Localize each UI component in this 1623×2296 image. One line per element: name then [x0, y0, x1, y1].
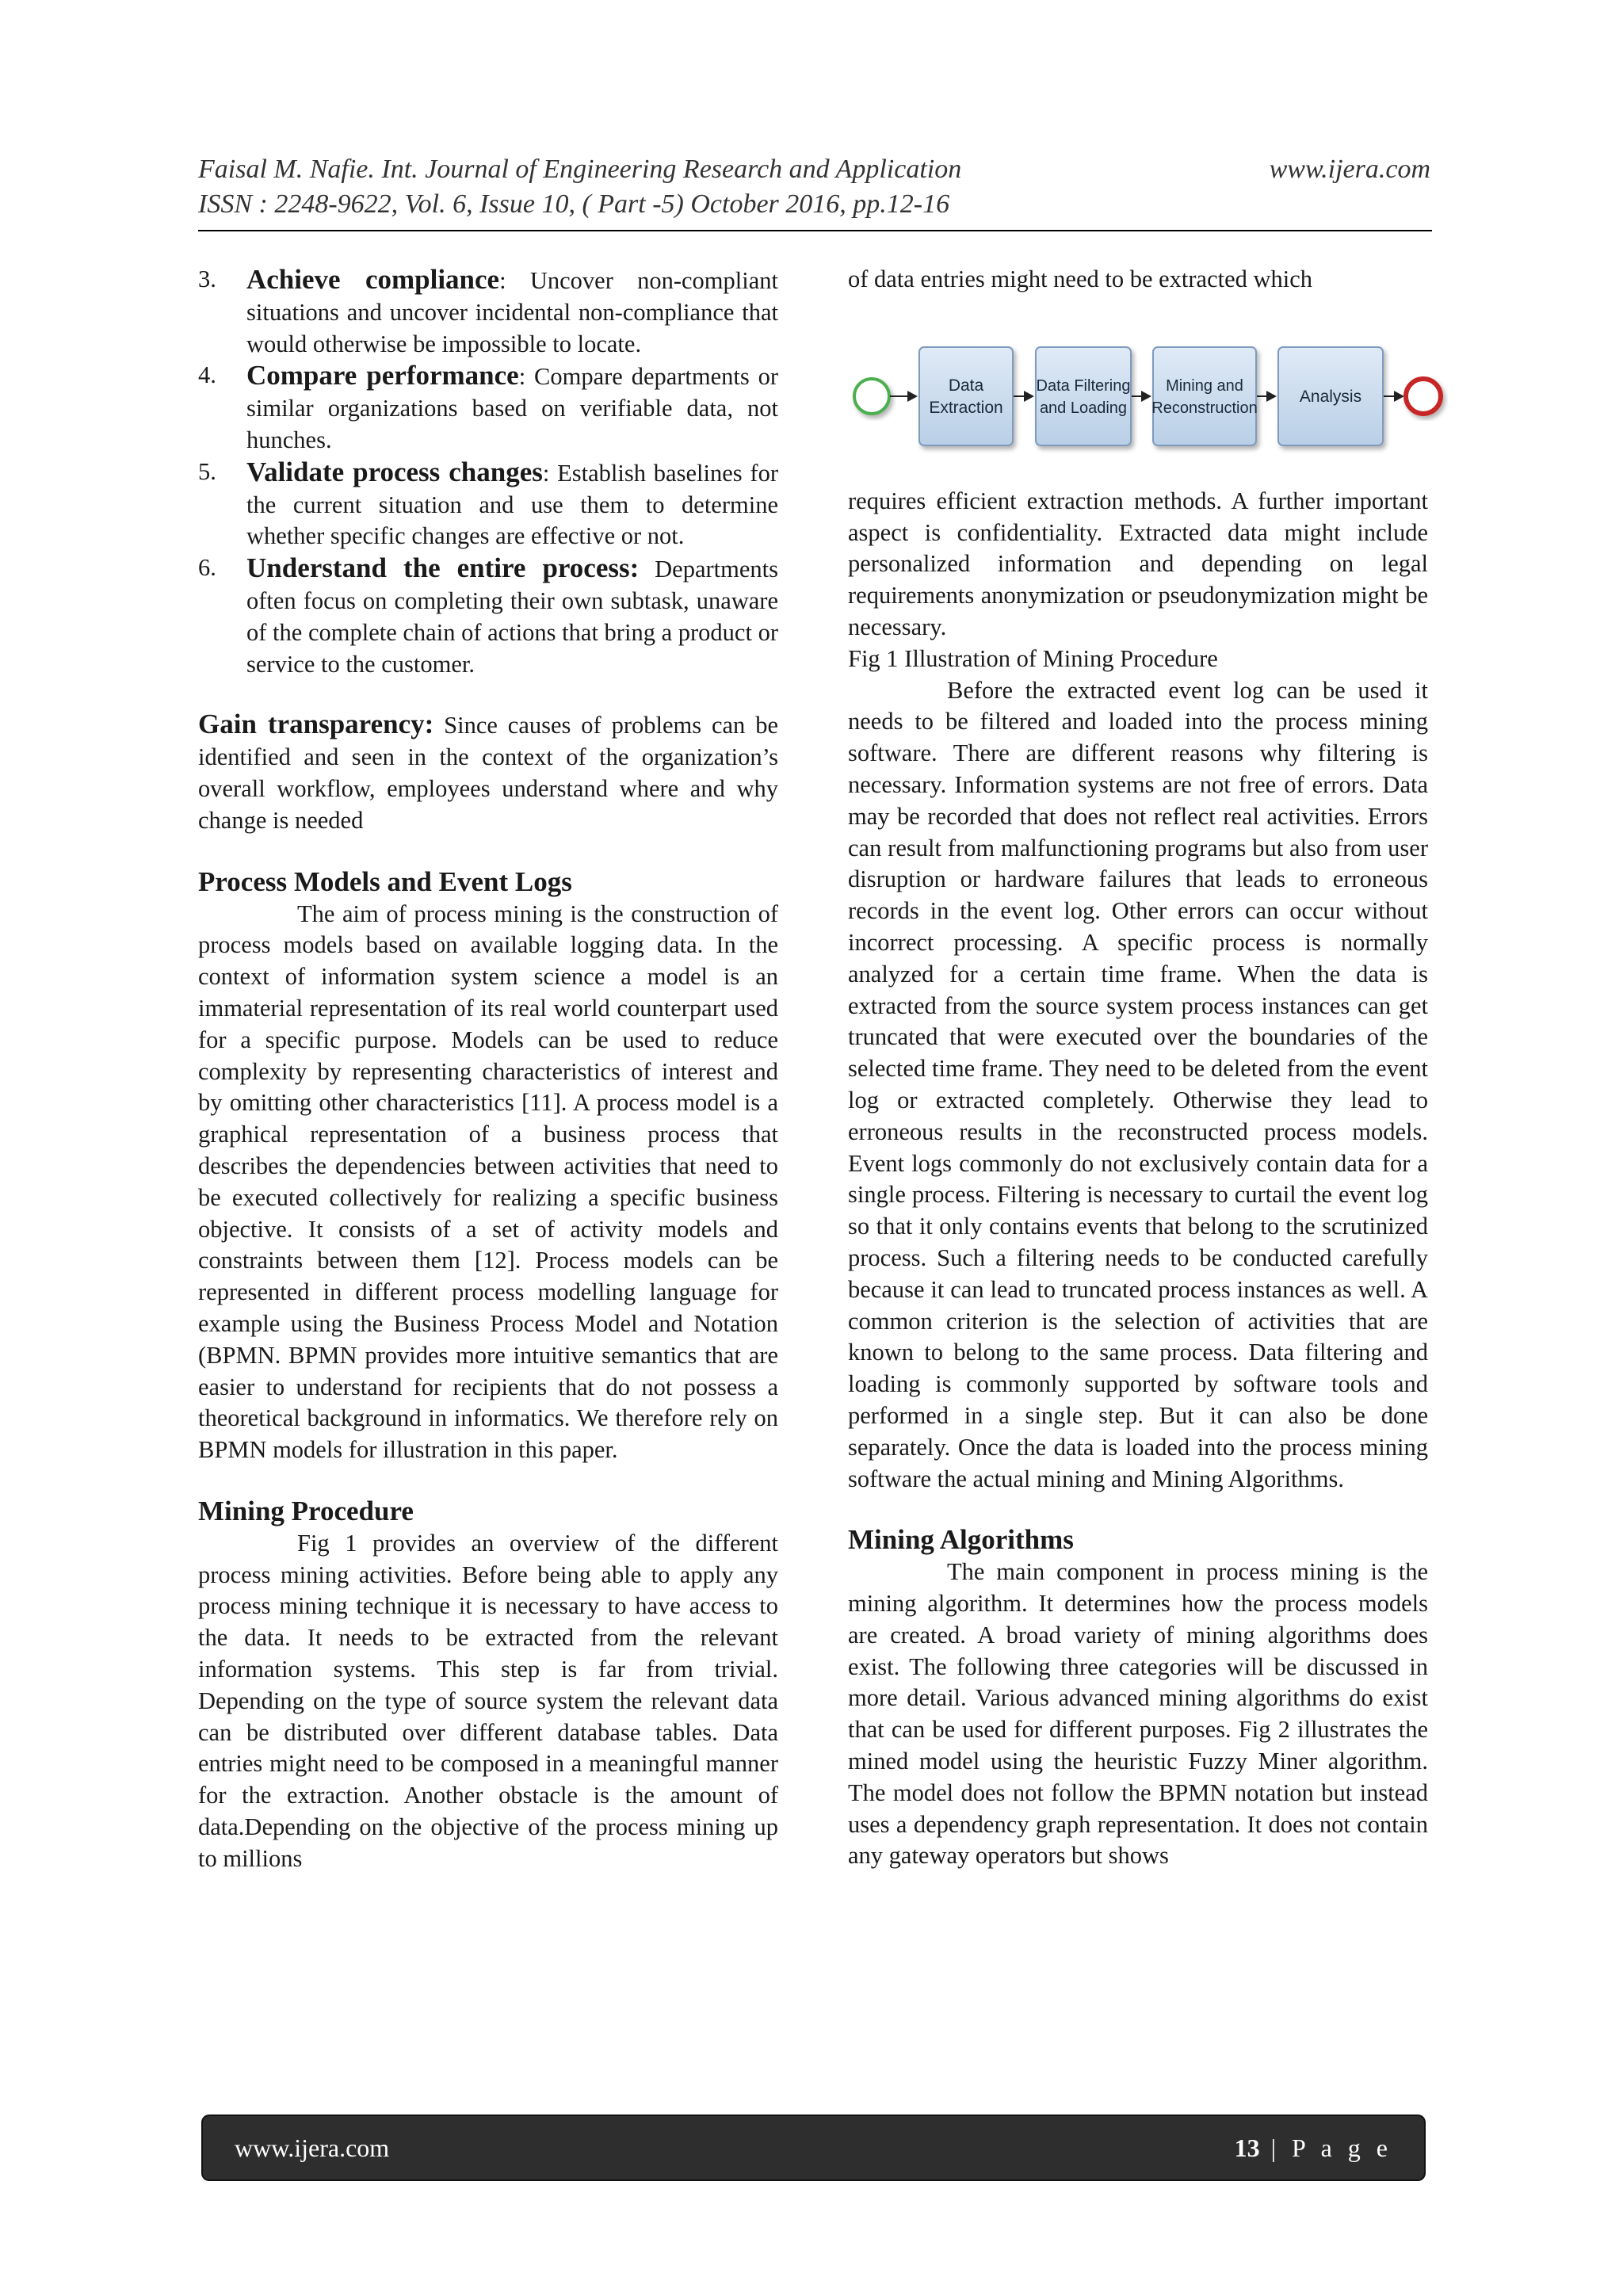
list-item-text: Uncover non-compliant situations and uncover incidental non-compliance that would otherwise be impossible to locate.: [246, 267, 778, 357]
transparency-paragraph: Gain transparency: Since causes of problems can be identified and seen in the context of the organization’s overall workflow, employees understand where and why change is needed: [198, 709, 778, 834]
svg-text:Data: Data: [948, 376, 984, 395]
left-column: [198, 264, 778, 1875]
page-footer: [203, 2116, 1424, 2179]
list-item: 4. Compare performance: Compare departments or similar organizations based on verifiable data, not hunches.: [198, 360, 778, 453]
header-divider: [198, 230, 1432, 231]
section-heading-algorithms: Mining Algorithms: [848, 1524, 1074, 1556]
svg-text:Mining and: Mining and: [1166, 376, 1243, 395]
activity-box-analysis: [1278, 347, 1383, 445]
list-item: 3. Achieve compliance: Uncover non-compliant situations and uncover incidental non-compliance that would otherwise be impossible to locate.: [198, 264, 778, 357]
models-paragraph: The aim of process mining is the construction of process models based on available logging data. In the context of information system science a model is an immaterial representation of its real world counterpart used for a specific purpose. Models can be used to reduce complexity by representing characteristics of interest and by omitting other characteristics [11]. A process model is a graphical representation of a business process that describes the dependencies between activities that need to be executed collectively for realizing a specific business objective. It consists of a set of activity models and constraints between them [12]. Process models can be represented in different process modelling language for example using the Business Process Model and Notation (BPMN. BPMN provides more intuitive semantics that are easier to understand for recipients that do not possess a theoretical background in informatics. We therefore rely on BPMN models for illustration in this paper.: [198, 900, 778, 1464]
after-figure-paragraph: requires efficient extraction methods. A further important aspect is confidentiality. Extracted data might include personalized information and depending on legal requirements anonymization or pseudonymization might be necessary.: [848, 487, 1428, 640]
svg-text:Extraction: Extraction: [929, 398, 1003, 417]
benefits-list: [198, 264, 778, 680]
page-number: 13 | P a g e: [1234, 2133, 1392, 2162]
mining-procedure-figure: [848, 296, 1428, 486]
activity-box-mining: [1151, 347, 1257, 445]
activity-box-filtering: [1036, 347, 1131, 445]
transparency-lead: Gain transparency:: [198, 709, 434, 740]
list-item: 5. Validate process changes: Establish baselines for the current situation and use them to determine whether specific changes are effective or not.: [198, 456, 778, 550]
running-header: [198, 152, 1430, 222]
list-item: 6. Understand the entire process: Departments often focus on completing their own subtask, unaware of the complete chain of actions that bring a product or service to the customer.: [198, 552, 778, 678]
list-item-lead: Compare performance: [246, 360, 519, 392]
journal-website[interactable]: www.ijera.com: [1269, 155, 1430, 184]
procedure-paragraph: Fig 1 provides an overview of the different process mining activities. Before being able to apply any process mining technique it is necessary to have access to the data. It needs to be extracted from the relevant information systems. This step is far from trivial. Depending on the type of source system the relevant data can be distributed over different database tables. Data entries might need to be composed in a meaningful manner for the extraction. Another obstacle is the amount of data.Depending on the objective of the process mining up to millions: [198, 1529, 778, 1872]
issn-line: ISSN : 2248-9622, Vol. 6, Issue 10, ( Part -5) October 2016, pp.12-16: [198, 189, 950, 219]
svg-text:and Loading: and Loading: [1039, 399, 1128, 417]
list-item-lead: Validate process changes: [246, 456, 543, 487]
list-item-lead: Understand the entire process:: [246, 552, 640, 584]
svg-text:Analysis: Analysis: [1299, 387, 1362, 406]
start-event: [854, 379, 889, 414]
mining-procedure-diagram: [848, 296, 1458, 486]
journal-citation: Faisal M. Nafie. Int. Journal of Engineering Research and Application: [198, 155, 962, 184]
list-item-lead: Achieve compliance: [246, 264, 500, 295]
activity-box-extraction: [919, 347, 1013, 445]
footer-website[interactable]: www.ijera.com: [235, 2133, 390, 2162]
section-heading-models: Process Models and Event Logs: [198, 865, 572, 897]
svg-text:Reconstruction: Reconstruction: [1151, 399, 1258, 417]
svg-text:Data Filtering: Data Filtering: [1036, 376, 1131, 395]
algorithms-paragraph: The main component in process mining is the mining algorithm. It determines how the process models are created. A broad variety of mining algorithms does exist. The following three categories will be discussed in more detail. Various advanced mining algorithms do exist that can be used for different purposes. Fig 2 illustrates the mined model using the heuristic Fuzzy Miner algorithm. The model does not follow the BPMN notation but instead uses a dependency graph representation. It does not contain any gateway operators but shows: [848, 1558, 1428, 1870]
figure-caption: Fig 1 Illustration of Mining Procedure: [848, 644, 1218, 672]
list-item-text: Establish baselines for the current situation and use them to determine whether specific changes are effective or not.: [246, 459, 778, 550]
list-item-text: Compare departments or similar organizations based on verifiable data, not hunches.: [246, 363, 778, 453]
right-column: [848, 264, 1428, 1872]
section-heading-procedure: Mining Procedure: [198, 1495, 414, 1526]
list-item-text: Departments often focus on completing their own subtask, unaware of the complete chain of actions that bring a product or service to the customer.: [246, 556, 778, 678]
end-event: [1406, 379, 1441, 414]
continuation-paragraph: of data entries might need to be extracted which: [848, 266, 1313, 292]
filtering-paragraph: Before the extracted event log can be used it needs to be filtered and loaded into the process mining software. There are different reasons why filtering is necessary. Information systems are not free of errors. Data may be recorded that does not reflect real activities. Errors can result from malfunctioning programs but also from user disruption or hardware failures that leads to erroneous records in the event log. Other errors can occur without incorrect processing. A specific process is normally analyzed for a certain time frame. When the data is extracted from the source system process instances can get truncated that were executed over the boundaries of the selected time frame. They need to be deleted from the event log or extracted completely. Otherwise they lead to erroneous results in the reconstructed process models. Event logs commonly do not exclusively contain data for a single process. Filtering is necessary to curtail the event log so that it only contains events that belong to the scrutinized process. Such a filtering needs to be conducted carefully because it can lead to truncated process instances as well. A common criterion is the selection of activities that are known to belong to the same process. Data filtering and loading is commonly supported by software tools and performed in a single step. But it can also be done separately. Once the data is loaded into the process mining software the actual mining and Mining Algorithms.: [848, 676, 1428, 1492]
